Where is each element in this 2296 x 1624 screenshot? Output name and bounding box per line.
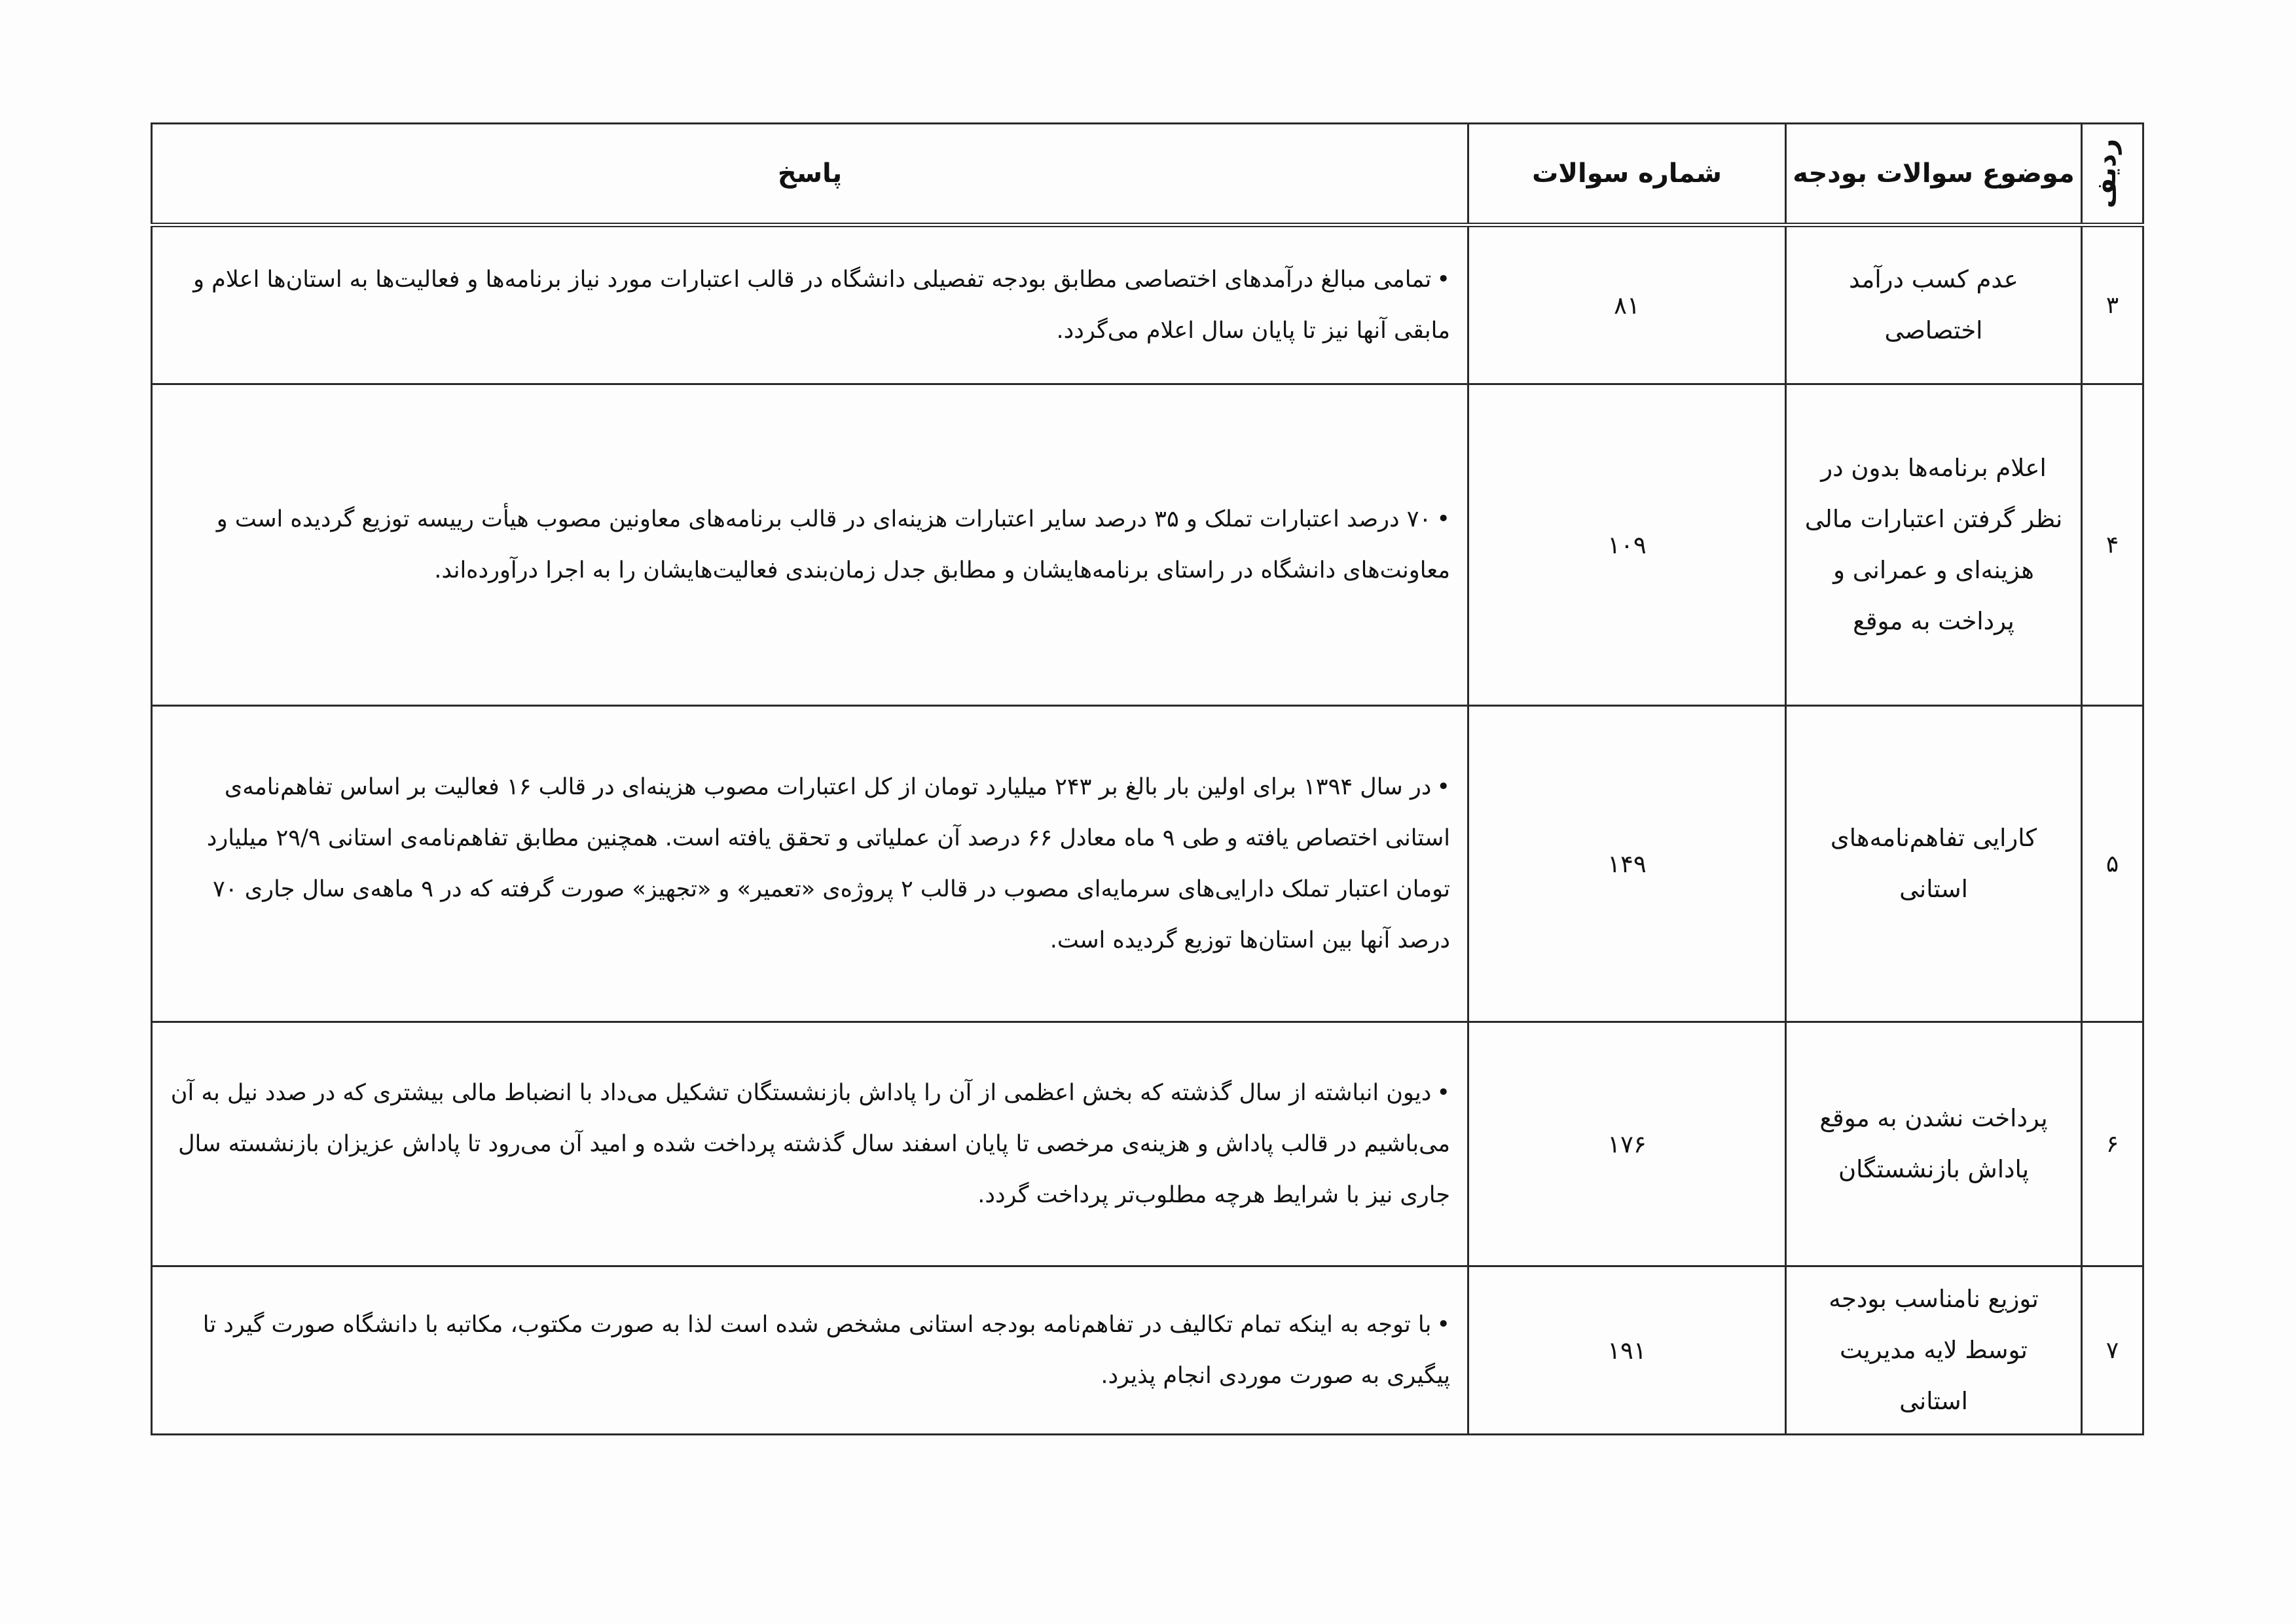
header-row-no: ردیف xyxy=(2082,124,2143,225)
header-answer: پاسخ xyxy=(152,124,1468,225)
bullet-icon: • xyxy=(1436,774,1450,800)
bullet-icon: • xyxy=(1436,267,1450,293)
row-answer xyxy=(152,225,1468,384)
row-answer-text: ۷۰ درصد اعتبارات تملک و ۳۵ درصد سایر اعتبارات هزینه‌ای در قالب برنامه‌های معاونین مصوب هیأت رییسه توزیع گردیده است و معاونت‌های دانشگاه در راستای برنامه‌هایشان و مطابق جدل زمان‌بندی فعالیت‌هایشان را به اجرا درآورده‌اند. xyxy=(216,506,1450,583)
row-topic: کارایی تفاهم‌نامه‌های استانی xyxy=(1786,706,2082,1022)
row-answer xyxy=(152,1022,1468,1266)
table-row xyxy=(152,384,2143,706)
header-question-no: شماره سوالات xyxy=(1468,124,1786,225)
table-row xyxy=(152,1022,2143,1266)
row-answer-text: در سال ۱۳۹۴ برای اولین بار بالغ بر ۲۴۳ میلیارد تومان از کل اعتبارات مصوب هزینه‌ای در قالب ۱۶ فعالیت بر اساس تفاهم‌نامه‌ی استانی اختصاص یافته و طی ۹ ماه معادل ۶۶ درصد آن عملیاتی و تحقق یافته است. همچنین مطابق تفاهم‌نامه‌ی استانی ۲۹/۹ میلیارد تومان اعتبار تملک دارایی‌های سرمایه‌ای مصوب در قالب ۲ پروژه‌ی «تعمیر» و «تجهیز» صورت گرفته که در ۹ ماهه‌ی سال جاری ۷۰ درصد آنها بین استان‌ها توزیع گردیده است. xyxy=(206,774,1450,953)
row-number: ۷ xyxy=(2082,1266,2143,1435)
row-question-number: ۱۰۹ xyxy=(1468,384,1786,706)
row-topic: توزیع نامناسب بودجه توسط لایه مدیریت استانی xyxy=(1786,1266,2082,1435)
row-answer-text: با توجه به اینکه تمام تکالیف در تفاهم‌نامه بودجه استانی مشخص شده است لذا به صورت مکتوب، مکاتبه با دانشگاه صورت گیرد تا پیگیری به صورت موردی انجام پذیرد. xyxy=(202,1312,1450,1389)
row-answer-text: دیون انباشته از سال گذشته که بخش اعظمی از آن را پاداش بازنشستگان تشکیل می‌داد با انضباط مالی بیشتری که در صدد نیل به آن می‌باشیم در قالب پاداش و هزینه‌ی مرخصی تا پایان اسفند سال گذشته پرداخت شده و امید آن می‌رود تا پاداش عزیزان بازنشسته سال جاری نیز با شرایط هرچه مطلوب‌تر پرداخت گردد. xyxy=(170,1080,1450,1208)
row-number: ۶ xyxy=(2082,1022,2143,1266)
row-question-number: ۱۴۹ xyxy=(1468,706,1786,1022)
table-row xyxy=(152,225,2143,384)
row-answer xyxy=(152,1266,1468,1435)
bullet-icon: • xyxy=(1436,1080,1450,1106)
table-row xyxy=(152,1266,2143,1435)
header-row xyxy=(152,124,2143,225)
row-number: ۵ xyxy=(2082,706,2143,1022)
row-question-number: ۱۹۱ xyxy=(1468,1266,1786,1435)
row-answer xyxy=(152,384,1468,706)
table-row xyxy=(152,706,2143,1022)
bullet-icon: • xyxy=(1436,1312,1450,1338)
row-question-number: ۸۱ xyxy=(1468,225,1786,384)
bullet-icon: • xyxy=(1436,506,1450,532)
row-topic: عدم کسب درآمد اختصاصی xyxy=(1786,225,2082,384)
row-answer xyxy=(152,706,1468,1022)
row-question-number: ۱۷۶ xyxy=(1468,1022,1786,1266)
row-answer-text: تمامی مبالغ درآمدهای اختصاصی مطابق بودجه تفصیلی دانشگاه در قالب اعتبارات مورد نیاز برنامه‌ها و فعالیت‌ها به استان‌ها اعلام و مابقی آنها نیز تا پایان سال اعلام می‌گردد. xyxy=(193,267,1450,344)
row-topic: پرداخت نشدن به موقع پاداش بازنشستگان xyxy=(1786,1022,2082,1266)
row-number: ۴ xyxy=(2082,384,2143,706)
row-topic: اعلام برنامه‌ها بدون در نظر گرفتن اعتبارات مالی هزینه‌ای و عمرانی و پرداخت به موقع xyxy=(1786,384,2082,706)
row-number: ۳ xyxy=(2082,225,2143,384)
header-topic: موضوع سوالات بودجه xyxy=(1786,124,2082,225)
budget-questions-table xyxy=(151,122,2144,1435)
